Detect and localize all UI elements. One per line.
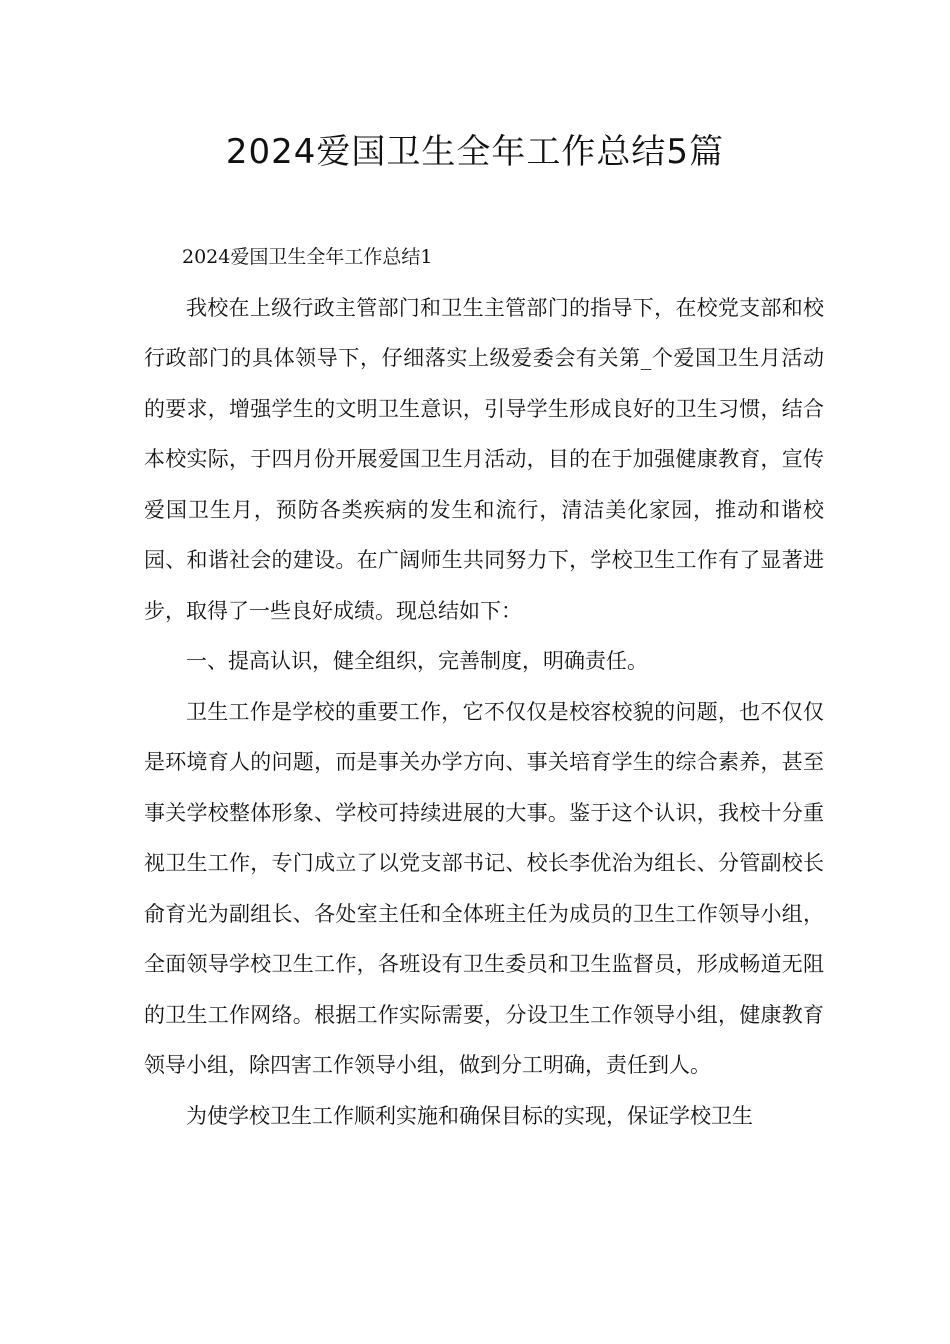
document-body [144, 232, 824, 1141]
paragraph-organization: 卫生工作是学校的重要工作，它不仅仅是校容校貌的问题，也不仅仅是环境育人的问题，而是事关办学方向、事关培育学生的综合素养，甚至事关学校整体形象、学校可持续进展的大事。鉴于这个认识，我校十分重视卫生工作，专门成立了以党支部书记、校长李优治为组长、分管副校长俞育光为副组长、各处室主任和全体班主任为成员的卫生工作领导小组，全面领导学校卫生工作，各班设有卫生委员和卫生监督员，形成畅道无阻的卫生工作网络。根据工作实际需要，分设卫生工作领导小组，健康教育领导小组，除四害工作领导小组，做到分工明确，责任到人。 [144, 699, 824, 1077]
section-heading-1: 一、提高认识，健全组织，完善制度，明确责任。 [186, 649, 648, 673]
section-subtitle: 2024爱国卫生全年工作总结1 [182, 246, 433, 268]
document-title: 2024爱国卫生全年工作总结5篇 [225, 132, 725, 172]
paragraph-intro: 我校在上级行政主管部门和卫生主管部门的指导下，在校党支部和校行政部门的具体领导下，仔细落实上级爱委会有关第_个爱国卫生月活动的要求，增强学生的文明卫生意识，引导学生形成良好的卫生习惯，结合本校实际，于四月份开展爱国卫生月活动，目的在于加强健康教育，宣传爱国卫生月，预防各类疾病的发生和流行，清洁美化家园，推动和谐校园、和谐社会的建设。在广阔师生共同努力下，学校卫生工作有了显著进步，取得了一些良好成绩。现总结如下： [144, 295, 824, 623]
paragraph-implementation: 为使学校卫生工作顺利实施和确保目标的实现，保证学校卫生 [186, 1103, 753, 1128]
